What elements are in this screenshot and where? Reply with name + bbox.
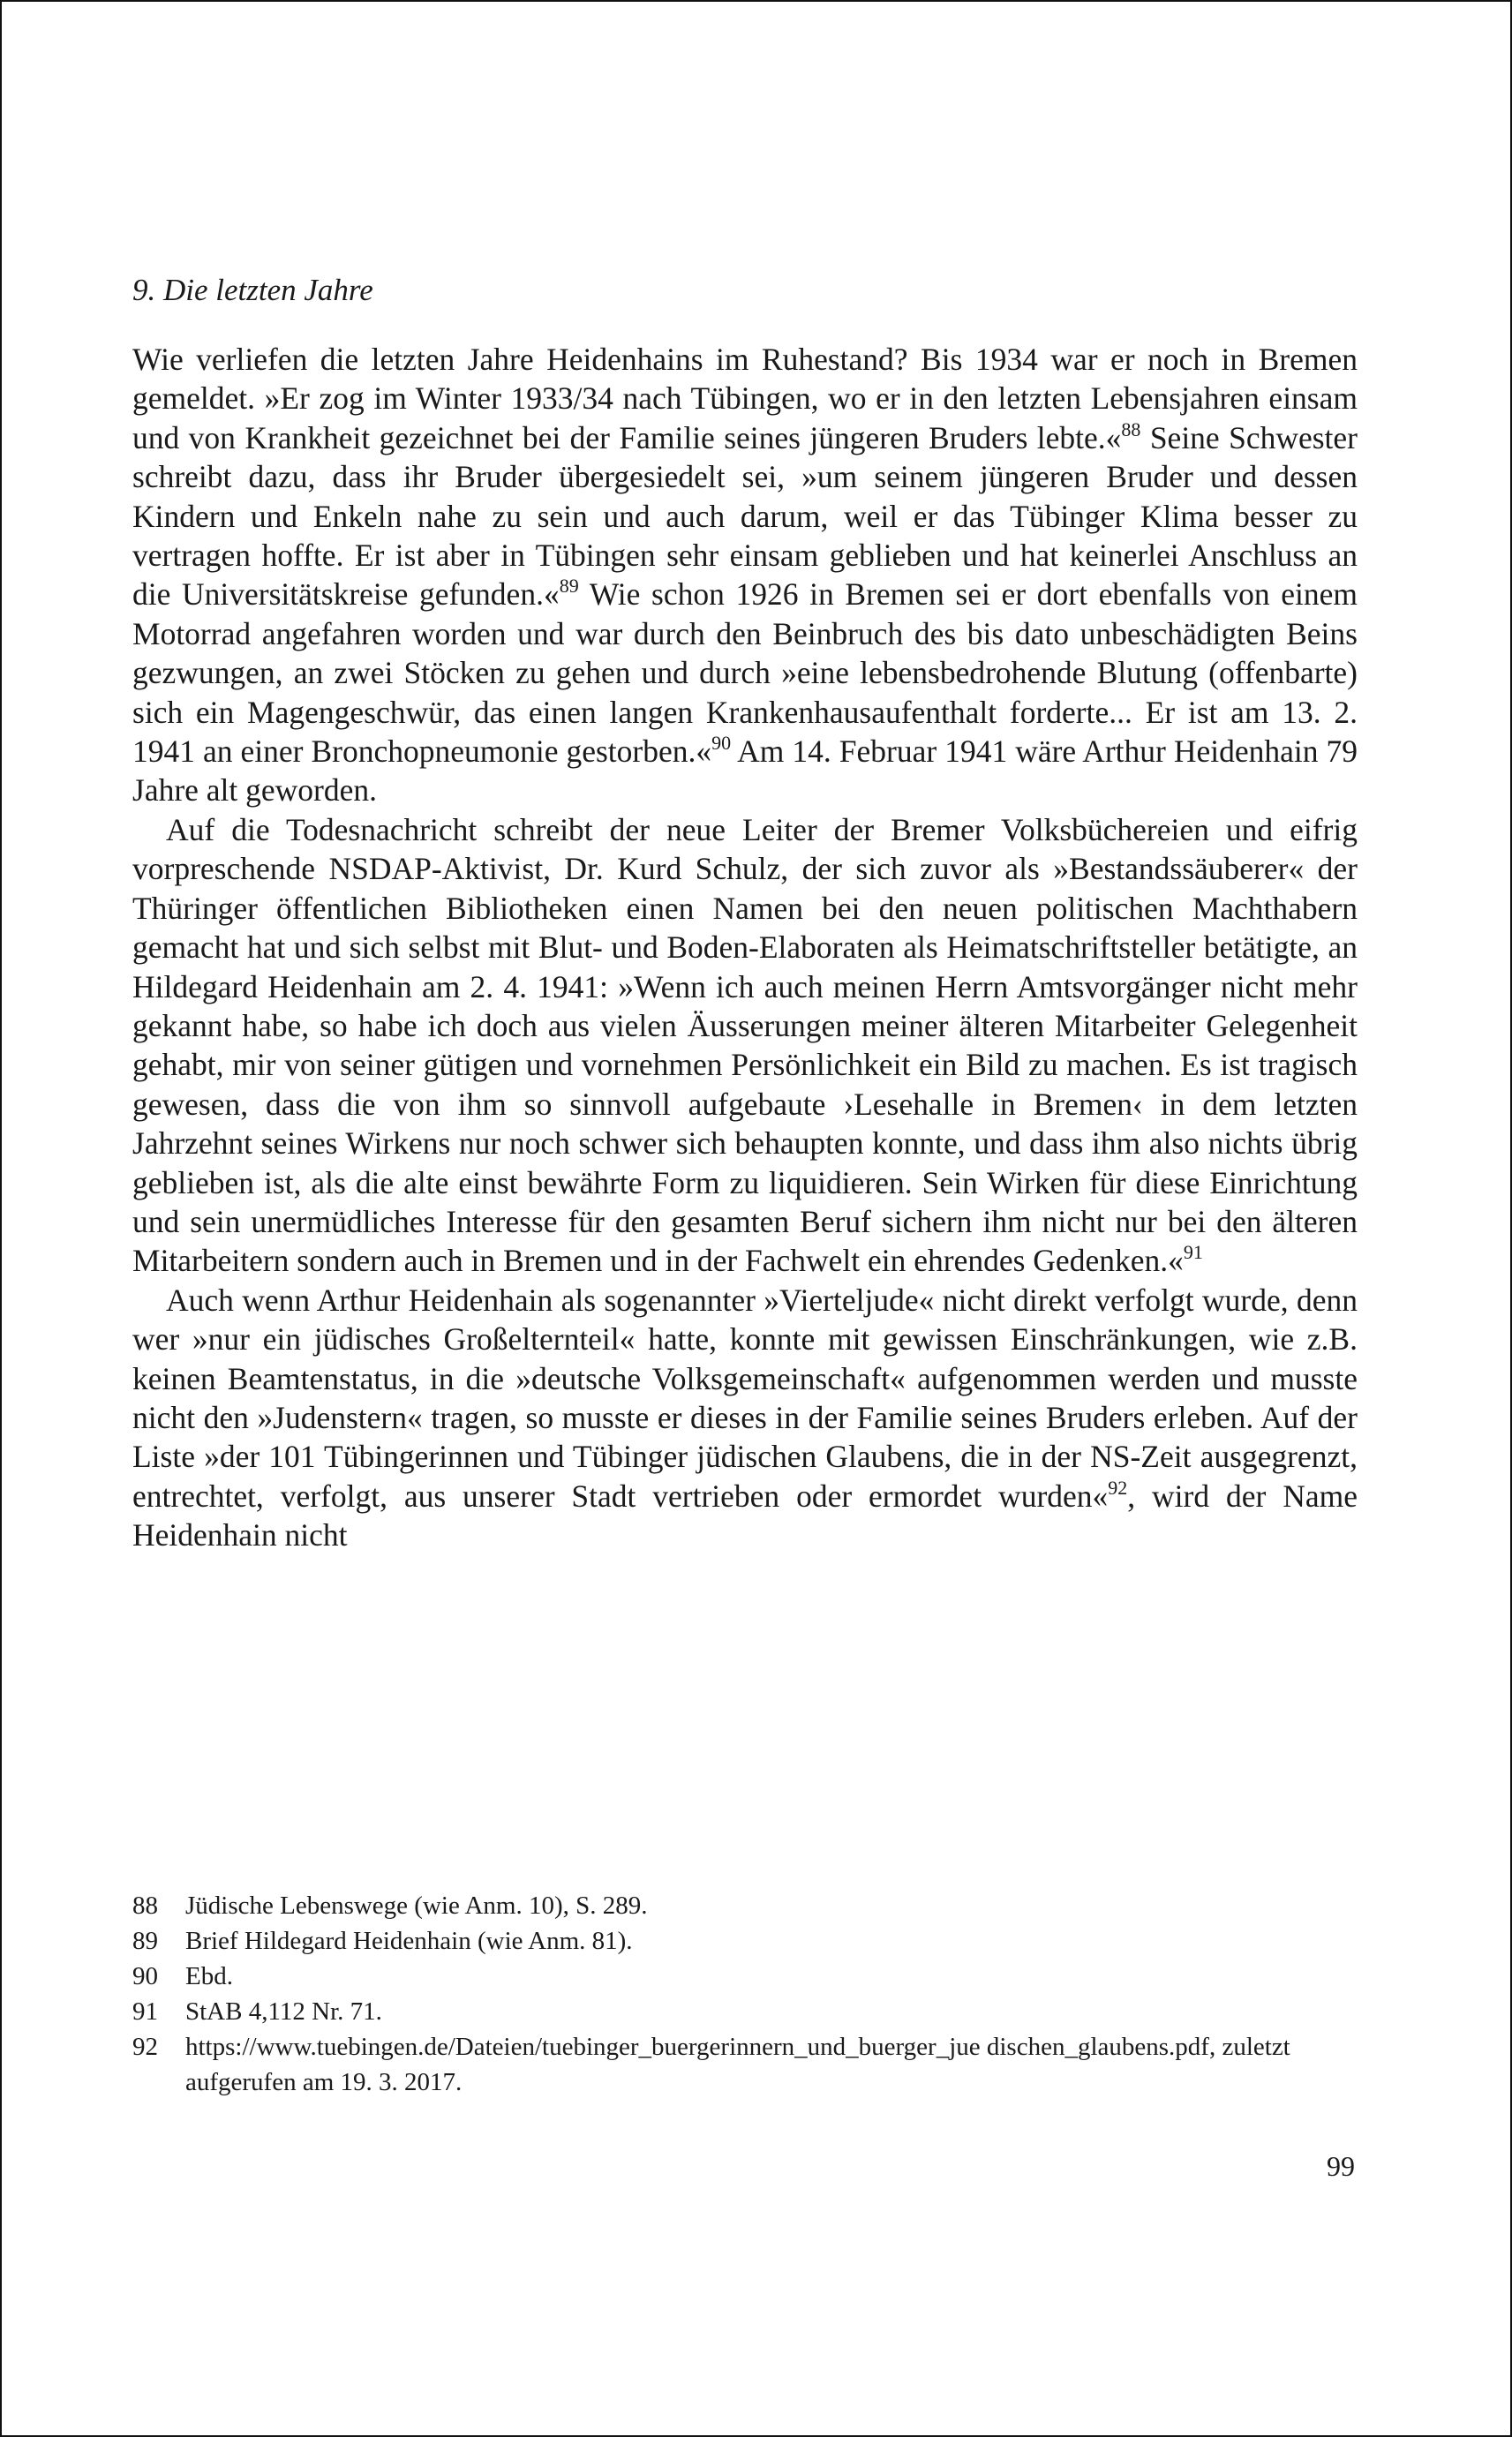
footnote-text: StAB 4,112 Nr. 71.	[185, 1997, 382, 2026]
footnote-text: Brief Hildegard Heidenhain (wie Anm. 81).	[185, 1927, 633, 1955]
page-number: 99	[1327, 2150, 1355, 2182]
footnote-ref-89[interactable]: 89	[559, 575, 579, 598]
footnote-89	[132, 1923, 1359, 1959]
section-heading: 9. Die letzten Jahre	[132, 273, 373, 307]
footnote-url-text[interactable]: https://www.tuebingen.de/Dateien/tuebinger_buergerinnern_und_buerger_jue dischen_glaubens.pdf, zuletzt aufgerufen am 19. 3. 2017.	[185, 2033, 1290, 2096]
footnote-88	[132, 1888, 1359, 1923]
footnotes	[132, 1888, 1359, 2100]
footnote-ref-92[interactable]: 92	[1108, 1476, 1128, 1499]
footnote-ref-91[interactable]: 91	[1183, 1241, 1203, 1264]
footnote-number: 92	[132, 2033, 158, 2061]
paragraph-text: Wie schon 1926 in Bremen sei er dort ebenfalls von einem Motorrad angefahren worden und war durch den Beinbruch des bis dato unbeschädigten Beins gezwungen, an zwei Stöcken zu gehen und durch »eine lebensbedrohende Blutung (offenbarte) sich ein Magengeschwür, das einen langen Krankenhausaufenthalt forderte... Er ist am 13. 2. 1941 an einer Bronchopneumonie gestorben.«	[132, 576, 1358, 770]
footnote-text: Jüdische Lebenswege (wie Anm. 10), S. 289.	[185, 1892, 648, 1920]
paragraph-3	[132, 1281, 1358, 1555]
main-text	[132, 271, 1358, 1555]
footnote-92	[132, 2029, 1359, 2100]
paragraph-text: Auch wenn Arthur Heidenhain als sogenannter »Vierteljude« nicht direkt verfolgt wurde, denn wer »nur ein jüdisches Großelternteil« hatte, konnte mit gewissen Einschränkungen, wie z.B. keinen Beamtenstatus, in die »deutsche Volksgemeinschaft« aufgenommen werden und musste nicht den »Judenstern« tragen, so musste er dieses in der Familie seines Bruders erleben. Auf der Liste »der 101 Tübingerinnen und Tübinger jüdischen Glaubens, die in der NS-Zeit ausgegrenzt, entrechtet, verfolgt, aus unserer Stadt vertrieben oder ermordet wurden«	[132, 1282, 1358, 1514]
paragraph-1	[132, 340, 1358, 810]
footnote-number: 91	[132, 1997, 158, 2026]
footnote-ref-90[interactable]: 90	[711, 732, 732, 755]
footnote-91	[132, 1994, 1359, 2029]
footnote-number: 88	[132, 1892, 158, 1920]
paragraph-text: Auf die Todesnachricht schreibt der neue Leiter der Bremer Volksbüchereien und eifrig vorpreschende NSDAP-Aktivist, Dr. Kurd Schulz, der sich zuvor als »Bestandssäuberer« der Thüringer öffentlichen Bibliotheken einen Namen bei den neuen politischen Machthabern gemacht hat und sich selbst mit Blut- und Boden-Elaboraten als Heimatschriftsteller betätigte, an Hildegard Heidenhain am 2. 4. 1941: »Wenn ich auch meinen Herrn Amtsvorgänger nicht mehr gekannt habe, so habe ich doch aus vielen Äusserungen meiner älteren Mitarbeiter Gelegenheit gehabt, mir von seiner gütigen und vornehmen Persönlichkeit ein Bild zu machen. Es ist tragisch gewesen, dass die von ihm so sinnvoll aufgebaute ›Lesehalle in Bremen‹ in dem letzten Jahrzehnt seines Wirkens nur noch schwer sich behaupten konnte, und dass ihm also nichts übrig geblieben ist, als die alte einst bewährte Form zu liquidieren. Sein Wirken für diese Einrichtung und sein unermüdliches Interesse für den gesamten Beruf sichern ihm nicht nur bei den älteren Mitarbeitern sondern auch in Bremen und in der Fachwelt ein ehrendes Gedenken.«	[132, 811, 1358, 1279]
paragraph-text: Wie verliefen die letzten Jahre Heidenhains im Ruhestand? Bis 1934 war er noch in Bremen gemeldet. »Er zog im Winter 1933/34 nach Tübingen, wo er in den letzten Lebensjahren einsam und von Krankheit gezeichnet bei der Familie seines jüngeren Bruders lebte.«	[132, 342, 1358, 455]
paragraph-2	[132, 810, 1358, 1281]
footnote-ref-88[interactable]: 88	[1121, 417, 1141, 440]
footnote-90	[132, 1959, 1359, 1994]
paragraph-text: , wird der Name Heidenhain nicht	[132, 1478, 1358, 1553]
footnote-text: Ebd.	[185, 1962, 233, 1990]
footnote-number: 89	[132, 1927, 158, 1955]
paragraph-text: Am 14. Februar 1941 wäre Arthur Heidenhain 79 Jahre alt geworden.	[132, 733, 1358, 809]
footnote-number: 90	[132, 1962, 158, 1990]
paragraph-text: Seine Schwester schreibt dazu, dass ihr Bruder übergesiedelt sei, »um seinem jüngeren Bruder und dessen Kindern und Enkeln nahe zu sein und auch darum, weil er das Tübinger Klima besser zu vertragen hoffte. Er ist aber in Tübingen sehr einsam geblieben und hat keinerlei Anschluss an die Universitätskreise gefunden.«	[132, 419, 1358, 613]
